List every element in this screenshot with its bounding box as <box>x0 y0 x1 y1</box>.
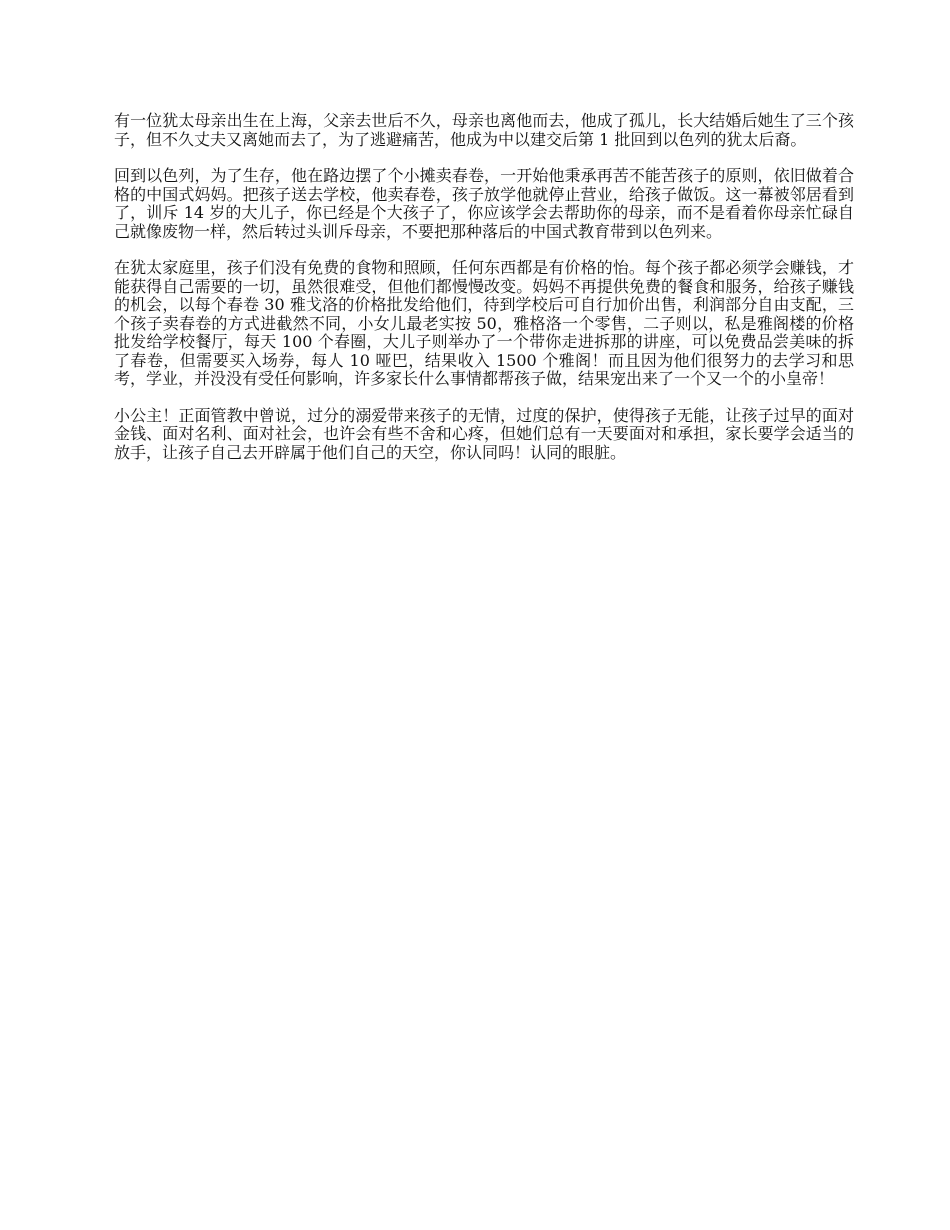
document-body <box>114 112 854 480</box>
paragraph-3: 在犹太家庭里，孩子们没有免费的食物和照顾，任何东西都是有价格的怡。每个孩子都必须学会赚钱，才能获得自己需要的一切，虽然很难受，但他们都慢慢改变。妈妈不再提供免费的餐食和服务，给孩子赚钱的机会，以每个春卷 30 雅戈洛的价格批发给他们，待到学校后可自行加价出售，利润部分自由支配，三个孩子卖春卷的方式进截然不同，小女儿最老实按 50，雅格洛一个零售，二子则以，私是雅阁楼的价格批发给学校餐厅，每天 100 个春圈，大儿子则举办了一个带你走进拆那的讲座，可以免费品尝美味的拆了春卷，但需要买入场券，每人 10 哑巴，结果收入 1500 个雅阁！而且因为他们很努力的去学习和思考，学业，并没没有受任何影响，许多家长什么事情都帮孩子做，结果宠出来了一个又一个的小皇帝！ <box>114 258 854 388</box>
paragraph-2: 回到以色列，为了生存，他在路边摆了个小摊卖春卷，一开始他秉承再苦不能苦孩子的原则，依旧做着合格的中国式妈妈。把孩子送去学校，他卖春卷，孩子放学他就停止营业，给孩子做饭。这一幕被邻居看到了，训斥 14 岁的大儿子，你已经是个大孩子了，你应该学会去帮助你的母亲，而不是看着你母亲忙碌自己就像废物一样，然后转过头训斥母亲，不要把那种落后的中国式教育带到以色列来。 <box>114 166 854 241</box>
paragraph-4: 小公主！正面管教中曾说，过分的溺爱带来孩子的无情，过度的保护，使得孩子无能，让孩子过早的面对金钱、面对名利、面对社会，也许会有些不舍和心疼，但她们总有一天要面对和承担，家长要学会适当的放手，让孩子自己去开辟属于他们自己的天空，你认同吗！认同的眼脏。 <box>114 405 854 462</box>
paragraph-1: 有一位犹太母亲出生在上海，父亲去世后不久，母亲也离他而去，他成了孤儿，长大结婚后她生了三个孩子，但不久丈夫又离她而去了，为了逃避痛苦，他成为中以建交后第 1 批回到以色列的犹太后裔。 <box>114 111 854 149</box>
